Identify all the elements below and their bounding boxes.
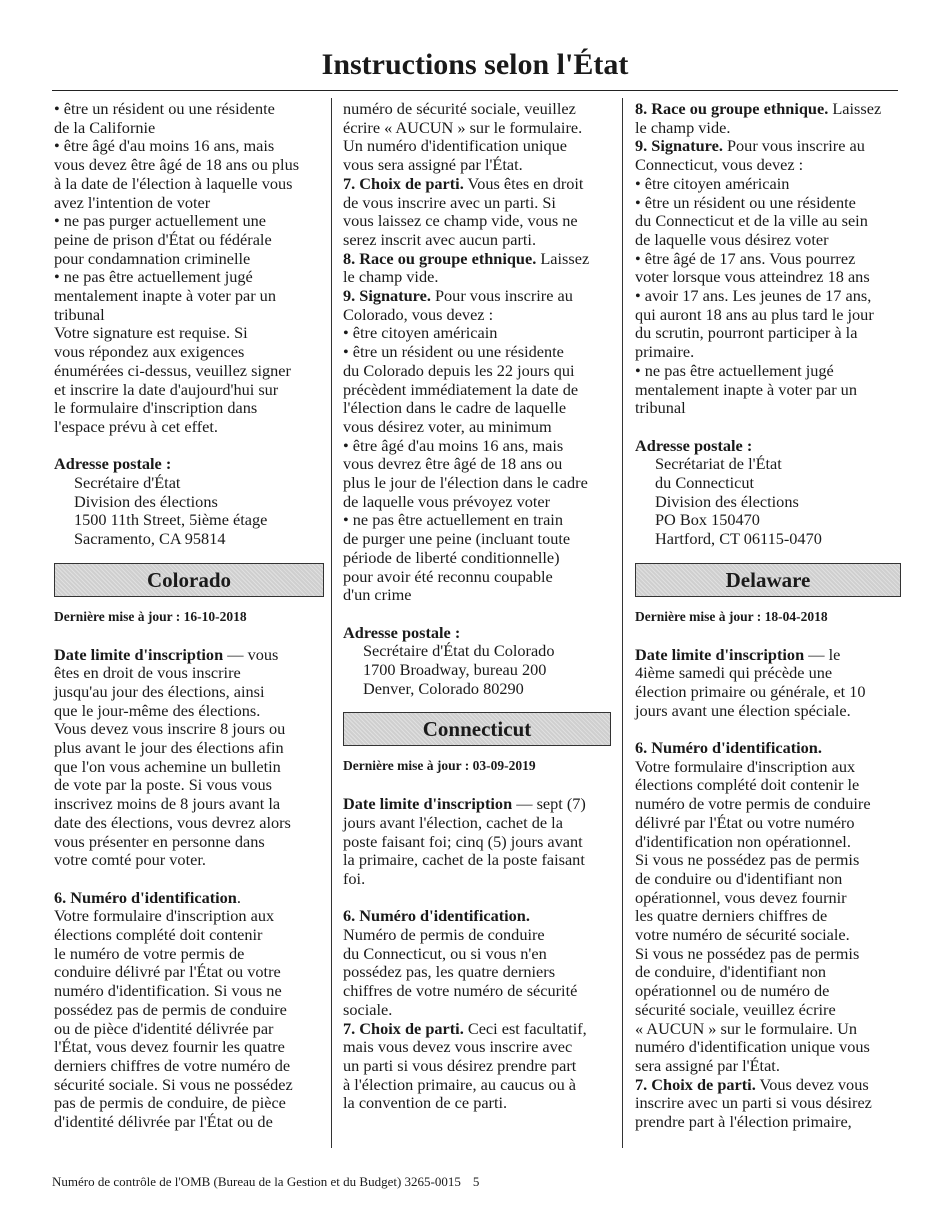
text-line: Division des élections [74,491,218,511]
text-line: serez inscrit avec aucun parti. [343,229,537,249]
text-line: du Colorado depuis les 22 jours qui [343,360,575,380]
text-line: Colorado, vous devez : [343,304,494,324]
text-line: opérationnel, vous devez fournir [635,887,847,907]
text-line: de la Californie [54,117,156,137]
text-line: derniers chiffres de votre numéro de [54,1056,291,1075]
text-line: « AUCUN » sur le formulaire. Un [635,1018,858,1038]
mail-address [74,474,324,549]
text-line: • être âgé d'au moins 16 ans, mais [343,435,564,455]
text-line: d'identité délivrée par l'État ou de [54,1112,273,1132]
text-line: jusqu'au jour des élections, ainsi [54,681,265,701]
text-line: avez l'intention de voter [54,192,211,212]
text-line: • ne pas purger actuellement une [54,211,266,231]
text-line: Un numéro d'identification unique [343,136,568,156]
text-line: le formulaire d'inscription dans [54,398,258,418]
text-line: du Connecticut, ou si vous n'en [343,943,547,963]
text-line: la primaire, cachet de la poste faisant [343,850,585,870]
text-line: chiffres de votre numéro de sécurité [343,981,578,1001]
text-line: vous désirez voter, au minimum [343,416,552,436]
text-line: élections complété doit contenir le [635,775,860,795]
text-line: Hartford, CT 06115-0470 [655,529,822,549]
text-line: Laissez [536,248,590,268]
column-divider [622,98,623,1148]
text-line: à l'élection primaire, au caucus ou à [343,1074,577,1094]
text-line: d'un crime [343,585,412,605]
text-line: Si vous ne possédez pas de permis [635,850,860,870]
text-line: pas de permis de conduire, de pièce [54,1093,286,1113]
omb-control-number: Numéro de contrôle de l'OMB (Bureau de la Gestion et du Budget) 3265-0015 [52,1174,461,1189]
text-line: êtes en droit de vous inscrire [54,663,241,683]
text-line: inscrire avec un parti si vous désirez [635,1093,872,1113]
last-updated: Dernière mise à jour : 16-10-2018 [54,608,247,624]
text-line: jours avant l'élection, cachet de la [343,812,563,832]
text-line: foi. [343,868,366,888]
signature-requirements: 9. Signature. Pour vous inscrire au Colorado, vous devez : • être citoyen américain • être un résident ou une résidente du Colorado depuis les 22 jours qui précèdent immédiatement la date de l'élection dans le cadre de laquelle vous désirez voter, au minimum • être âgé d'au moins 16 ans, mais vous devrez être âgé de 18 ans ou plus le jour de l'élection dans le cadre de laquelle vous prévoyez voter • ne pas être actuellement en train de purger une peine (incluant toute période de liberté conditionnelle) pour avoir été reconnu coupable d'un crime [343,286,588,605]
text-line: votre numéro de sécurité sociale. [635,925,850,945]
text-line: plus le jour de l'élection dans le cadre [343,473,588,493]
text-line: numéro de votre permis de conduire [635,794,871,814]
text-line: d'identification non opérationnel. [635,831,851,851]
text-line: sera assigné par l'État. [635,1056,780,1075]
page-title: Instructions selon l'État [321,48,629,81]
text-line: Secrétaire d'État [74,473,181,493]
text-line: Votre formulaire d'inscription aux [635,756,856,776]
text-line: sécurité sociale, veuillez écrire [635,999,836,1019]
text-line: de laquelle vous désirez voter [635,229,829,249]
text-line: le numéro de votre permis de [54,943,245,963]
page-number: 5 [472,1174,480,1189]
text-line: élections complété doit contenir [54,925,263,945]
text-line: votre comté pour voter. [54,850,206,870]
page-footer [52,1173,479,1191]
text-line: Votre signature est requise. Si [54,323,248,343]
text-line: • être âgé d'au moins 16 ans, mais [54,136,275,156]
text-line: Numéro de permis de conduire [343,925,545,945]
id-number-section: 6. Numéro d'identification. Numéro de permis de conduire du Connecticut, ou si vous n'en possédez pas, les quatre derniers chiffres de votre numéro de sécurité sociale. [343,907,611,1019]
party-choice: 7. Choix de parti. Ceci est facultatif, mais vous devez vous inscrire avec un parti si vous désirez prendre part à l'élection primaire, au caucus ou à la convention de ce parti. [343,1018,587,1113]
text-line: conduire délivré par l'État ou votre [54,962,281,982]
text-line: délivré par l'État ou votre numéro [635,812,855,832]
mail-address-label: Adresse postale : [635,435,753,455]
text-line: primaire. [635,342,695,362]
text-line: plus avant le jour des élections afin [54,738,284,758]
text-line: numéro d'identification. Si vous ne [54,981,282,1001]
mail-address [363,642,611,698]
state-heading-colorado: Colorado [54,563,324,597]
text-line: élection primaire ou générale, et 10 [635,681,866,701]
text-line: Vous devez vous inscrire 8 jours ou [54,719,286,739]
text-line: de laquelle vous prévoyez voter [343,491,551,511]
text-line: Secrétariat de l'État [655,454,782,474]
text-line: Division des élections [655,491,799,511]
text-line: mentalement inapte à voter par un [54,286,276,306]
text-line: voter lorsque vous atteindrez 18 ans [635,267,870,287]
text-line: sociale. [343,999,393,1019]
text-line: à la date de l'élection à laquelle vous [54,173,293,193]
text-line: Votre formulaire d'inscription aux [54,906,275,926]
text-line: du Connecticut et de la ville au sein [635,211,868,231]
text-line: prendre part à l'élection primaire, [635,1112,852,1132]
text-line: — sept (7) [512,794,586,814]
party-choice: 7. Choix de parti. Vous devez vous inscrire avec un parti si vous désirez prendre part à l'élection primaire, [635,1074,872,1132]
text-line: numéro d'identification unique vous [635,1037,870,1057]
text-line: l'élection dans le cadre de laquelle [343,398,567,418]
text-line: — vous [223,644,279,664]
registration-deadline: Date limite d'inscription — le 4ième samedi qui précède une élection primaire ou générale, et 10 jours avant une élection spéciale. [635,644,866,720]
text-line: l'État, vous devez fournir les quatre [54,1037,285,1057]
text-line: vous devez être âgé de 18 ans ou plus [54,155,300,175]
registration-deadline: Date limite d'inscription — sept (7) jours avant l'élection, cachet de la poste faisant foi; cinq (5) jours avant la primaire, cachet de la poste faisant foi. [343,794,586,888]
text-line: Sacramento, CA 95814 [74,529,226,549]
text-line: sécurité sociale. Si vous ne possédez [54,1074,293,1094]
race-ethnicity: 8. Race ou groupe ethnique. Laissez le champ vide. [635,99,882,137]
text-line: période de liberté conditionnelle) [343,547,560,567]
text-line: jours avant une élection spéciale. [635,700,851,720]
text-line: tribunal [635,398,686,418]
state-heading-delaware: Delaware [635,563,901,597]
text-line: énumérées ci-dessus, veuillez signer [54,360,291,380]
text-line: pour avoir été reconnu coupable [343,566,553,586]
text-line: • être âgé de 17 ans. Vous pourrez [635,248,856,268]
text-line: l'espace prévu à cet effet. [54,416,218,436]
column-3 [635,100,901,1132]
text-line: vous devrez être âgé de 18 ans ou [343,454,563,474]
text-line: qui auront 18 ans au plus tard le jour [635,304,874,324]
race-ethnicity: 8. Race ou groupe ethnique. Laissez le champ vide. [343,248,590,287]
text-line: opérationnel ou de numéro de [635,981,830,1001]
text-line: inscrivez moins de 8 jours avant la [54,794,281,814]
mail-address [655,455,901,549]
party-choice: 7. Choix de parti. Vous êtes en droit de vous inscrire avec un parti. Si vous laissez ce champ vide, vous ne serez inscrit avec aucun parti. [343,173,584,249]
text-line: la convention de ce parti. [343,1093,508,1113]
text-line: poste faisant foi; cinq (5) jours avant [343,831,583,851]
text-line: de conduire ou d'identifiant non [635,868,843,888]
text-line: pour condamnation criminelle [54,248,251,268]
text-line: que le jour-même des élections. [54,700,261,720]
column-1 [54,100,324,1132]
text-line: mais vous devez vous inscrire avec [343,1037,573,1057]
text-line: Secrétaire d'État du Colorado [363,641,555,661]
text-line: les quatre derniers chiffres de [635,906,828,926]
text-line: Vous devez vous [755,1074,869,1094]
text-line: possédez pas de permis de conduire [54,999,287,1019]
last-updated: Dernière mise à jour : 03-09-2019 [343,758,536,774]
text-line: et inscrire la date d'aujourd'hui sur [54,379,279,399]
text-line: numéro de sécurité sociale, veuillez [343,99,576,118]
text-line: Laissez [828,99,882,118]
text-line: vous présenter en personne dans [54,831,265,851]
text-line: Si vous ne possédez pas de permis [635,943,860,963]
colorado-id-continued [343,100,611,175]
text-line: • ne pas être actuellement jugé [54,267,253,287]
column-divider [331,98,332,1148]
text-line: de purger une peine (incluant toute [343,529,571,549]
text-line: le champ vide. [343,267,439,287]
text-line: Ceci est facultatif, [463,1018,587,1038]
text-line: tribunal [54,304,105,324]
text-line: date des élections, vous devrez alors [54,812,291,832]
text-line: vous répondez aux exigences [54,342,245,362]
state-heading-connecticut: Connecticut [343,712,611,746]
text-line: • ne pas être actuellement jugé [635,360,834,380]
text-line: Connecticut, vous devez : [635,155,804,175]
text-line: de vous inscrire avec un parti. Si [343,192,556,212]
mail-address-label: Adresse postale : [343,622,461,642]
text-line: • être un résident ou une résidente [635,192,856,212]
text-line: — le [804,644,841,664]
text-line: 4ième samedi qui précède une [635,663,833,683]
california-requirements [54,100,324,437]
text-line: • avoir 17 ans. Les jeunes de 17 ans, [635,286,872,306]
text-line: vous laissez ce champ vide, vous ne [343,211,578,231]
text-line: un parti si vous désirez prendre part [343,1056,577,1075]
text-line: le champ vide. [635,117,731,137]
text-line: précèdent immédiatement la date de [343,379,579,399]
text-line: • être un résident ou une résidente [54,99,275,118]
text-line: mentalement inapte à voter par un [635,379,857,399]
column-2 [343,100,611,1113]
text-line: de conduire, d'identifiant non [635,962,827,982]
text-line: ou de pièce d'identité délivrée par [54,1018,274,1038]
id-number-section: 6. Numéro d'identification. Votre formulaire d'inscription aux élections complété doit contenir le numéro de votre permis de conduire délivré par l'État ou votre numéro d'identification. Si vous ne possédez pas de permis de conduire ou de pièce d'identité délivrée par l'État, vous devez fournir les quatre derniers chiffres de votre numéro de sécurité sociale. Si vous ne possédez pas de permis de conduire, de pièce d'identité délivrée par l'État ou de [54,889,324,1132]
text-line: peine de prison d'État ou fédérale [54,229,272,249]
text-line: Pour vous inscrire au [430,286,573,306]
mail-address-label: Adresse postale : [54,454,172,474]
text-line: Denver, Colorado 80290 [363,678,524,698]
text-line: que l'on vous achemine un bulletin [54,756,281,776]
text-line: écrire « AUCUN » sur le formulaire. [343,117,583,137]
signature-requirements: 9. Signature. Pour vous inscrire au Connecticut, vous devez : • être citoyen américain • être un résident ou une résidente du Connecticut et de la ville au sein de laquelle vous désirez voter • être âgé de 17 ans. Vous pourrez voter lorsque vous atteindrez 18 ans • avoir 17 ans. Les jeunes de 17 ans, qui auront 18 ans au plus tard le jour du scrutin, pourront participer à la primaire. • ne pas être actuellement jugé mentalement inapte à voter par un tribunal [635,136,874,418]
text-line: de vote par la poste. Si vous vous [54,775,272,795]
text-line: Pour vous inscrire au [722,136,865,156]
id-number-section: 6. Numéro d'identification. Votre formulaire d'inscription aux élections complété doit contenir le numéro de votre permis de conduire délivré par l'État ou votre numéro d'identification non opérationnel. Si vous ne possédez pas de permis de conduire ou d'identifiant non opérationnel, vous devez fournir les quatre derniers chiffres de votre numéro de sécurité sociale. Si vous ne possédez pas de permis de conduire, d'identifiant non opérationnel ou de numéro de sécurité sociale, veuillez écrire « AUCUN » sur le formulaire. Un numéro d'identification unique vous sera assigné par l'État. [635,739,901,1076]
text-line: Vous êtes en droit [463,173,584,193]
text-line: du scrutin, pourront participer à la [635,323,858,343]
text-line: • être un résident ou une résidente [343,342,564,362]
text-line: possédez pas, les quatre derniers [343,962,556,982]
text-line: PO Box 150470 [655,510,760,530]
text-line: vous sera assigné par l'État. [343,155,523,175]
text-line: du Connecticut [655,473,755,493]
last-updated: Dernière mise à jour : 18-04-2018 [635,608,828,624]
text-line: • être citoyen américain [343,323,498,343]
registration-deadline: Date limite d'inscription — vous êtes en droit de vous inscrire jusqu'au jour des élections, ainsi que le jour-même des élections. Vous devez vous inscrire 8 jours ou plus avant le jour des élections afin que l'on vous achemine un bulletin de vote par la poste. Si vous vous inscrivez moins de 8 jours avant la date des élections, vous devrez alors vous présenter en personne dans votre comté pour voter. [54,644,291,870]
text-line: 1500 11th Street, 5ième étage [74,510,268,530]
text-line: 1700 Broadway, bureau 200 [363,660,547,680]
text-line: • ne pas être actuellement en train [343,510,563,530]
title-divider [52,90,898,91]
text-line: • être citoyen américain [635,173,790,193]
